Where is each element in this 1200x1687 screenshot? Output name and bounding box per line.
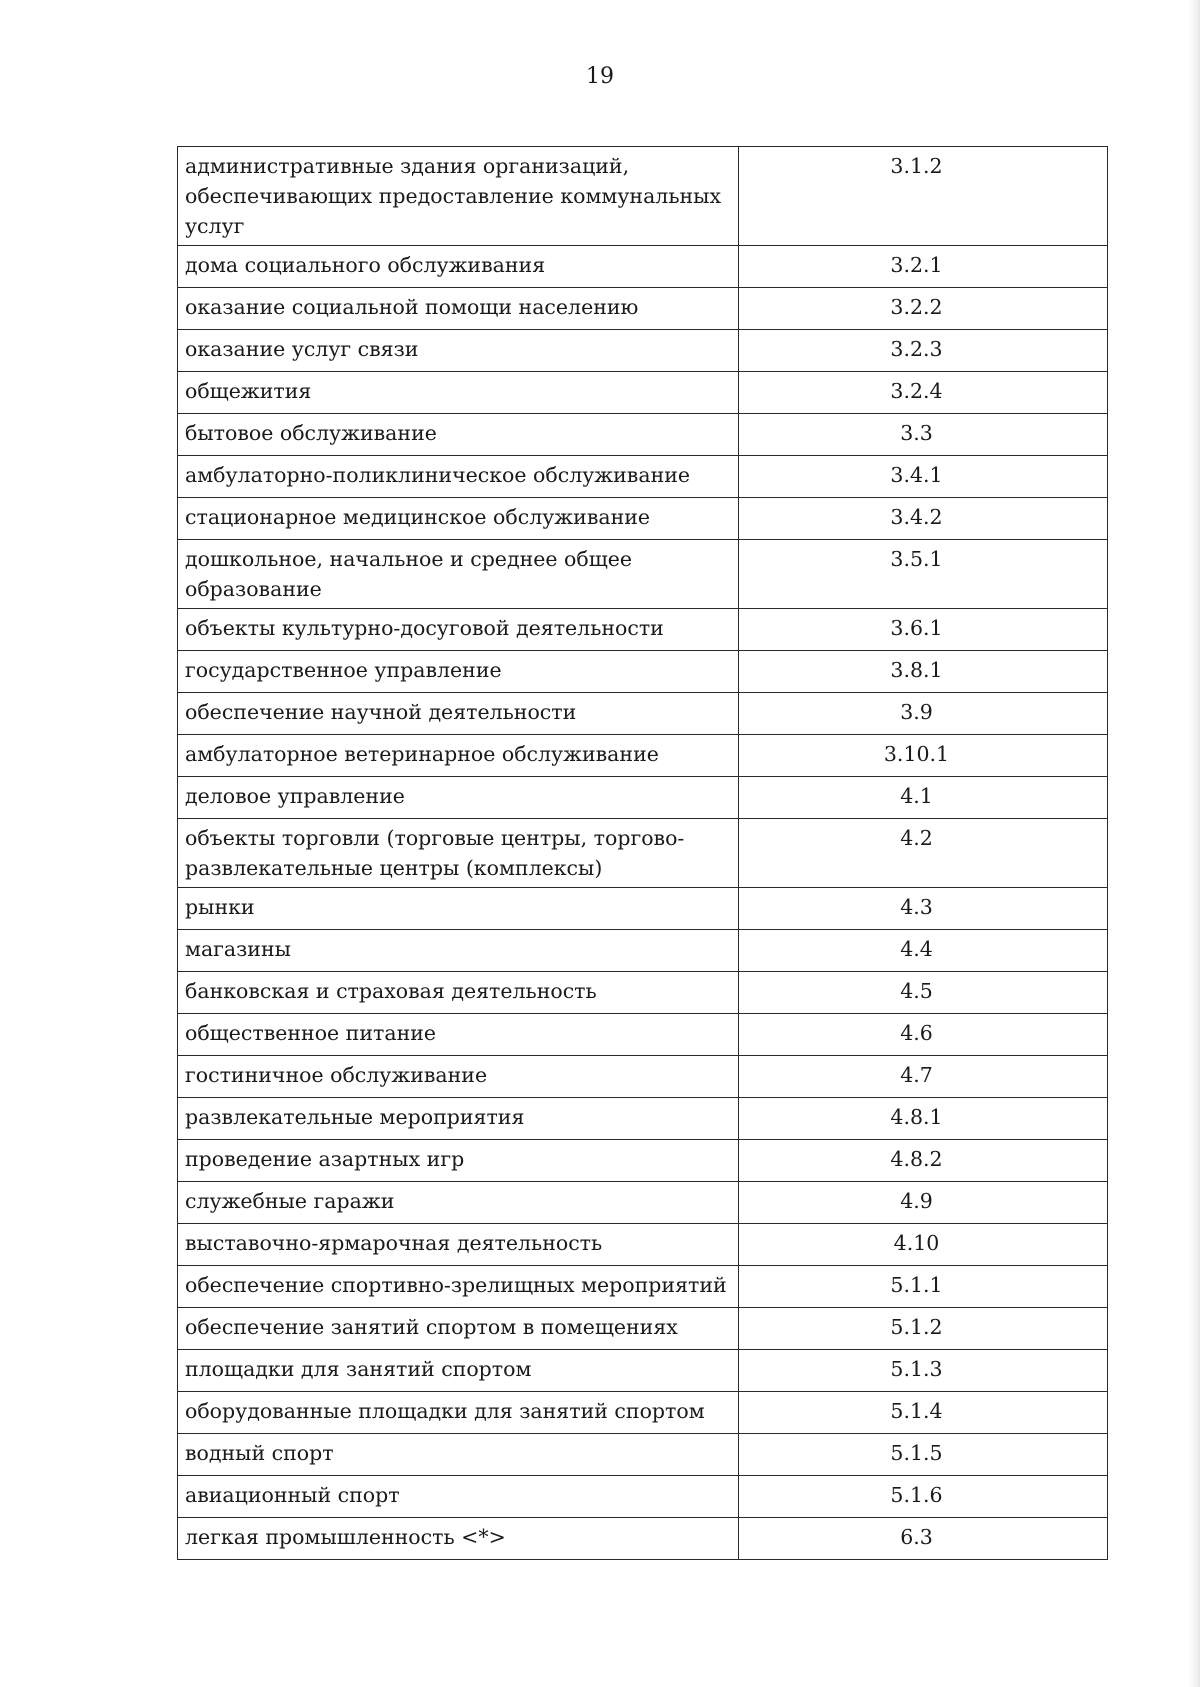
activity-code-cell: 5.1.3: [739, 1350, 1108, 1392]
table-row: [178, 609, 1108, 651]
activity-name-cell: обеспечение научной деятельности: [178, 693, 739, 735]
activity-code-cell: 4.4: [739, 930, 1108, 972]
activity-code-cell: 3.10.1: [739, 735, 1108, 777]
activity-name-cell: рынки: [178, 888, 739, 930]
activity-name-cell: оборудованные площадки для занятий спортом: [178, 1392, 739, 1434]
activity-name-cell: оказание услуг связи: [178, 330, 739, 372]
activity-code-cell: 5.1.2: [739, 1308, 1108, 1350]
activity-name-cell: выставочно-ярмарочная деятельность: [178, 1224, 739, 1266]
activity-code-cell: 6.3: [739, 1518, 1108, 1560]
activity-code-cell: 4.6: [739, 1014, 1108, 1056]
page-number: 19: [586, 64, 614, 89]
activity-name-cell: магазины: [178, 930, 739, 972]
activity-code-cell: 3.2.3: [739, 330, 1108, 372]
table-row: [178, 147, 1108, 246]
activity-name-cell: общественное питание: [178, 1014, 739, 1056]
table-row: [178, 972, 1108, 1014]
activity-name-cell: стационарное медицинское обслуживание: [178, 498, 739, 540]
activity-code-cell: 5.1.4: [739, 1392, 1108, 1434]
table-row: [178, 330, 1108, 372]
activity-code-cell: 4.9: [739, 1182, 1108, 1224]
table-row: [178, 888, 1108, 930]
table-row: [178, 1266, 1108, 1308]
activity-code-cell: 3.4.1: [739, 456, 1108, 498]
activity-code-cell: 4.3: [739, 888, 1108, 930]
table-row: [178, 1098, 1108, 1140]
activity-name-cell: деловое управление: [178, 777, 739, 819]
table-row: [178, 1014, 1108, 1056]
table-row: [178, 288, 1108, 330]
table-row: [178, 1434, 1108, 1476]
activity-code-cell: 3.3: [739, 414, 1108, 456]
table-row: [178, 414, 1108, 456]
activity-name-cell: административные здания организаций, обеспечивающих предоставление коммунальных услуг: [178, 147, 739, 246]
table-row: [178, 930, 1108, 972]
activity-name-cell: служебные гаражи: [178, 1182, 739, 1224]
activity-code-cell: 3.9: [739, 693, 1108, 735]
activity-code-cell: 3.2.2: [739, 288, 1108, 330]
activity-name-cell: объекты торговли (торговые центры, торгово-развлекательные центры (комплексы): [178, 819, 739, 888]
activity-name-cell: гостиничное обслуживание: [178, 1056, 739, 1098]
activity-name-cell: государственное управление: [178, 651, 739, 693]
activity-name-cell: общежития: [178, 372, 739, 414]
table-row: [178, 735, 1108, 777]
activity-name-cell: бытовое обслуживание: [178, 414, 739, 456]
table-row: [178, 1308, 1108, 1350]
table-row: [178, 498, 1108, 540]
table-row: [178, 1056, 1108, 1098]
activity-code-cell: 3.2.1: [739, 246, 1108, 288]
table-row: [178, 1518, 1108, 1560]
activity-name-cell: обеспечение спортивно-зрелищных мероприятий: [178, 1266, 739, 1308]
activity-name-cell: легкая промышленность <*>: [178, 1518, 739, 1560]
activity-code-cell: 5.1.6: [739, 1476, 1108, 1518]
activity-code-cell: 4.7: [739, 1056, 1108, 1098]
activity-name-cell: дома социального обслуживания: [178, 246, 739, 288]
activity-code-cell: 4.8.2: [739, 1140, 1108, 1182]
activity-name-cell: амбулаторное ветеринарное обслуживание: [178, 735, 739, 777]
activity-name-cell: авиационный спорт: [178, 1476, 739, 1518]
activity-name-cell: дошкольное, начальное и среднее общее образование: [178, 540, 739, 609]
activity-code-cell: 4.10: [739, 1224, 1108, 1266]
activity-code-cell: 4.1: [739, 777, 1108, 819]
table-row: [178, 246, 1108, 288]
table-row: [178, 819, 1108, 888]
activity-name-cell: амбулаторно-поликлиническое обслуживание: [178, 456, 739, 498]
activity-code-cell: 4.5: [739, 972, 1108, 1014]
table-row: [178, 1224, 1108, 1266]
activity-code-cell: 3.6.1: [739, 609, 1108, 651]
activity-name-cell: обеспечение занятий спортом в помещениях: [178, 1308, 739, 1350]
table-row: [178, 540, 1108, 609]
activity-name-cell: объекты культурно-досуговой деятельности: [178, 609, 739, 651]
activity-code-cell: 3.1.2: [739, 147, 1108, 246]
table-row: [178, 693, 1108, 735]
activity-code-cell: 5.1.1: [739, 1266, 1108, 1308]
table-row: [178, 456, 1108, 498]
activity-code-cell: 4.8.1: [739, 1098, 1108, 1140]
activity-code-cell: 4.2: [739, 819, 1108, 888]
scan-edge-shadow: [1188, 0, 1200, 1687]
activity-name-cell: проведение азартных игр: [178, 1140, 739, 1182]
activity-code-cell: 3.2.4: [739, 372, 1108, 414]
table-row: [178, 651, 1108, 693]
activity-code-cell: 5.1.5: [739, 1434, 1108, 1476]
activity-name-cell: площадки для занятий спортом: [178, 1350, 739, 1392]
table-row: [178, 372, 1108, 414]
activity-name-cell: водный спорт: [178, 1434, 739, 1476]
activity-name-cell: банковская и страховая деятельность: [178, 972, 739, 1014]
activity-name-cell: развлекательные мероприятия: [178, 1098, 739, 1140]
table-row: [178, 777, 1108, 819]
table-row: [178, 1392, 1108, 1434]
table-row: [178, 1476, 1108, 1518]
activity-code-cell: 3.5.1: [739, 540, 1108, 609]
activity-code-cell: 3.8.1: [739, 651, 1108, 693]
activity-code-cell: 3.4.2: [739, 498, 1108, 540]
table-body: [178, 147, 1108, 1560]
land-use-table: [177, 146, 1108, 1560]
table-row: [178, 1140, 1108, 1182]
table-row: [178, 1350, 1108, 1392]
table-row: [178, 1182, 1108, 1224]
activity-name-cell: оказание социальной помощи населению: [178, 288, 739, 330]
